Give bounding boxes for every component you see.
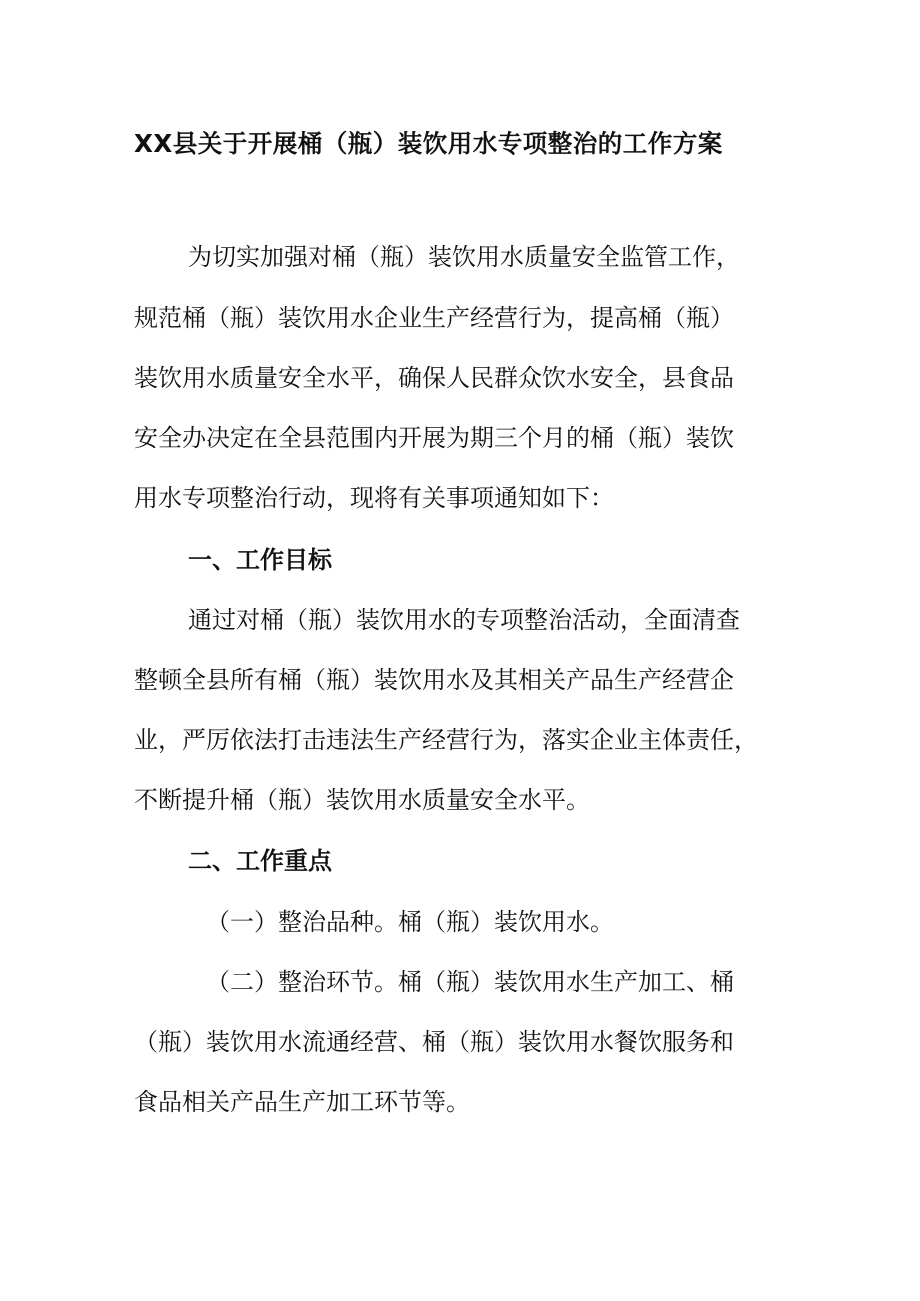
intro-line: 装饮用水质量安全水平，确保人民群众饮水安全，县食品	[134, 364, 734, 392]
section-heading-goals: 一、工作目标	[188, 546, 332, 574]
intro-line: 用水专项整治行动，现将有关事项通知如下：	[134, 484, 614, 512]
section1-line: 通过对桶（瓶）装饮用水的专项整治活动，全面清查	[188, 606, 740, 634]
item-links-line: （瓶）装饮用水流通经营、桶（瓶）装饮用水餐饮服务和	[134, 1028, 734, 1056]
item-links-line: 食品相关产品生产加工环节等。	[134, 1088, 470, 1116]
document-title: XX县关于开展桶（瓶）装饮用水专项整治的工作方案	[134, 129, 723, 158]
section-heading-focus: 二、工作重点	[188, 847, 332, 875]
intro-line: 规范桶（瓶）装饮用水企业生产经营行为，提高桶（瓶）	[134, 304, 734, 332]
section1-line: 业，严厉依法打击违法生产经营行为，落实企业主体责任，	[134, 726, 758, 754]
intro-line: 为切实加强对桶（瓶）装饮用水质量安全监管工作，	[188, 243, 740, 271]
intro-line: 安全办决定在全县范围内开展为期三个月的桶（瓶）装饮	[134, 424, 734, 452]
item-links-line: （二）整治环节。桶（瓶）装饮用水生产加工、桶	[206, 968, 734, 996]
section1-line: 不断提升桶（瓶）装饮用水质量安全水平。	[134, 786, 590, 814]
item-varieties: （一）整治品种。桶（瓶）装饮用水。	[206, 908, 614, 936]
section1-line: 整顿全县所有桶（瓶）装饮用水及其相关产品生产经营企	[134, 666, 734, 694]
